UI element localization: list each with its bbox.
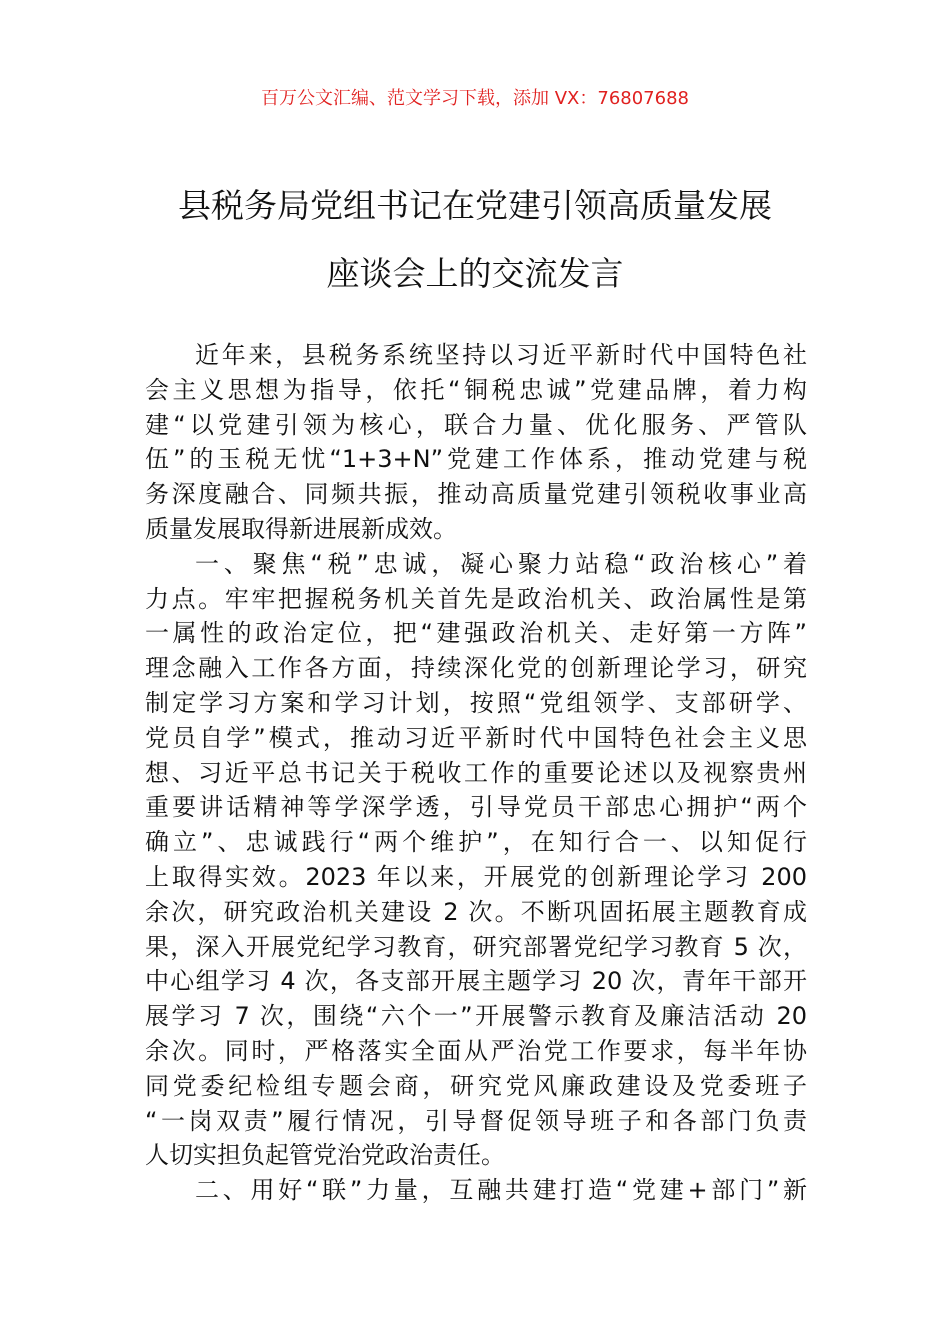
paragraph-line: 余次。同时，严格落实全面从严治党工作要求，每半年协	[145, 1036, 807, 1065]
paragraph-line: 务深度融合、同频共振，推动高质量党建引领税收事业高	[145, 480, 807, 509]
watermark-banner: 百万公文汇编、范文学习下载，添加 VX：76807688	[261, 88, 689, 109]
document-title-line-1: 县税务局党组书记在党建引领高质量发展	[178, 186, 772, 225]
paragraph-line: 质量发展取得新进展新成效。	[145, 514, 457, 543]
paragraph-line: 果，深入开展党纪学习教育，研究部署党纪学习教育 5 次，	[145, 932, 807, 961]
paragraph-line: 余次，研究政治机关建设 2 次。不断巩固拓展主题教育成	[145, 897, 807, 926]
paragraph-line: 伍”的玉税无忧“1+3+N”党建工作体系，推动党建与税	[145, 445, 807, 474]
paragraph-line: 展学习 7 次，围绕“六个一”开展警示教育及廉洁活动 20	[145, 1002, 807, 1031]
paragraph-line: 人切实担负起管党治党政治责任。	[145, 1141, 505, 1170]
paragraph-line: 想、习近平总书记关于税收工作的重要论述以及视察贵州	[145, 758, 807, 787]
paragraph-line: 建“以党建引领为核心，联合力量、优化服务、严管队	[145, 410, 807, 439]
paragraph-line: 二、用好“联”力量，互融共建打造“党建+部门”新	[195, 1176, 807, 1205]
paragraph-line: 上取得实效。2023 年以来，开展党的创新理论学习 200	[145, 862, 807, 891]
paragraph-line: 中心组学习 4 次，各支部开展主题学习 20 次，青年干部开	[145, 967, 807, 996]
paragraph-line: 制定学习方案和学习计划，按照“党组领学、支部研学、	[145, 688, 807, 717]
paragraph-line: 理念融入工作各方面，持续深化党的创新理论学习，研究	[145, 654, 807, 683]
paragraph	[145, 338, 807, 547]
paragraph	[145, 1173, 807, 1208]
paragraph-line: “一岗双责”履行情况，引导督促领导班子和各部门负责	[145, 1106, 807, 1135]
paragraph-line: 确立”、忠诚践行“两个维护”，在知行合一、以知促行	[145, 828, 807, 857]
paragraph-line: 会主义思想为指导，依托“铜税忠诚”党建品牌，着力构	[145, 375, 807, 404]
document-title-line-2: 座谈会上的交流发言	[326, 254, 624, 293]
paragraph-line: 党员自学”模式，推动习近平新时代中国特色社会主义思	[145, 723, 807, 752]
paragraph	[145, 547, 807, 1173]
paragraph-line: 一属性的政治定位，把“建强政治机关、走好第一方阵”	[145, 619, 807, 648]
document-body	[145, 338, 807, 1208]
paragraph-line: 力点。牢牢把握税务机关首先是政治机关、政治属性是第	[145, 584, 807, 613]
paragraph-line: 同党委纪检组专题会商，研究党风廉政建设及党委班子	[145, 1071, 807, 1100]
paragraph-line: 近年来，县税务系统坚持以习近平新时代中国特色社	[195, 341, 807, 369]
paragraph-line: 一、聚焦“税”忠诚，凝心聚力站稳“政治核心”着	[195, 549, 807, 578]
paragraph-line: 重要讲话精神等学深学透，引导党员干部忠心拥护“两个	[145, 793, 807, 822]
